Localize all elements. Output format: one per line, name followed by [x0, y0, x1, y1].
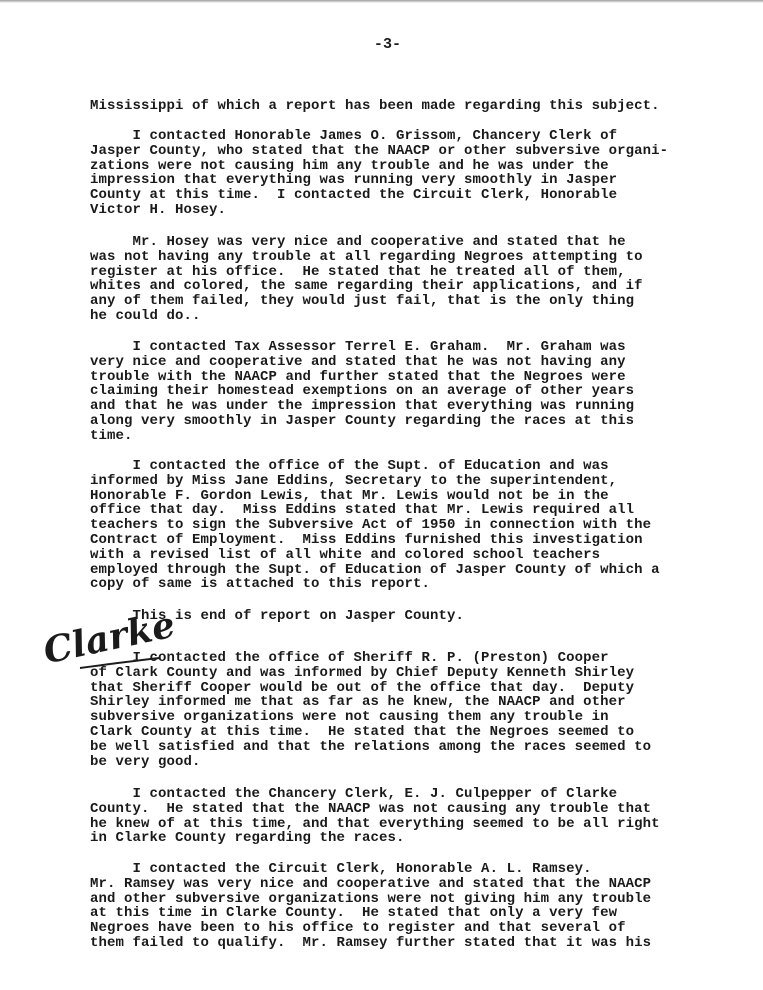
text-line: office that day. Miss Eddins stated that Mr. Lewis required all	[90, 502, 635, 519]
text-line: County. He stated that the NAACP was not causing any trouble that	[90, 800, 652, 817]
paragraph	[90, 862, 710, 951]
text-line: impression that everything was running very smoothly in Jasper	[90, 172, 618, 189]
text-line: at this time in Clarke County. He stated that only a very few	[90, 905, 618, 922]
text-line: This is end of report on Jasper County.	[90, 608, 465, 624]
text-line: that Sheriff Cooper would be out of the office that day. Deputy	[90, 679, 635, 696]
text-line: any of them failed, they would just fail, that is the only thing	[90, 293, 635, 310]
text-line: Mr. Hosey was very nice and cooperative and stated that he	[90, 234, 626, 250]
text-line: I contacted the Chancery Clerk, E. J. Culpepper of Clarke	[90, 786, 618, 802]
text-line: County at this time. I contacted the Circuit Clerk, Honorable	[90, 187, 618, 204]
text-line: he could do..	[90, 307, 201, 324]
text-line: Clark County at this time. He stated that the Negroes seemed to	[90, 723, 635, 740]
text-line: in Clarke County regarding the races.	[90, 830, 405, 847]
text-line: of Clark County and was informed by Chief Deputy Kenneth Shirley	[90, 664, 635, 681]
text-line: Contract of Employment. Miss Eddins furnished this investigation	[90, 531, 643, 548]
paragraph	[90, 609, 710, 624]
paragraph	[90, 459, 710, 592]
handwritten-note	[39, 600, 179, 680]
text-line: and other subversive organizations were not giving him any trouble	[90, 890, 652, 907]
text-line: Jasper County, who stated that the NAACP or other subversive organi-	[90, 142, 669, 159]
text-line: subversive organizations were not causing them any trouble in	[90, 709, 609, 726]
text-line: along very smoothly in Jasper County regarding the races at this	[90, 412, 635, 429]
text-line: copy of same is attached to this report.	[90, 576, 431, 593]
text-line: time.	[90, 427, 133, 444]
text-line: claiming their homestead exemptions on an average of other years	[90, 383, 635, 400]
text-line: with a revised list of all white and colored school teachers	[90, 546, 601, 563]
paragraph	[90, 787, 710, 846]
text-line: whites and colored, the same regarding their applications, and if	[90, 278, 643, 295]
text-line: he knew of at this time, and that everything seemed to be all right	[90, 815, 660, 832]
text-line: very nice and cooperative and stated that he was not having any	[90, 353, 626, 370]
text-line: zations were not causing him any trouble and he was under the	[90, 157, 609, 174]
handwritten-note-text: Clarke	[39, 603, 179, 673]
paragraph	[90, 651, 710, 769]
text-line: Shirley informed me that as far as he knew, the NAACP and other	[90, 694, 626, 711]
page-number: -3-	[373, 36, 402, 53]
text-line: I contacted Honorable James O. Grissom, Chancery Clerk of	[90, 128, 618, 144]
text-line: Negroes have been to his office to register and that several of	[90, 920, 626, 937]
text-line: teachers to sign the Subversive Act of 1950 in connection with the	[90, 517, 652, 534]
scan-edge	[0, 0, 763, 3]
text-line: Mr. Ramsey was very nice and cooperative and stated that the NAACP	[90, 875, 652, 892]
text-line: trouble with the NAACP and further stated that the Negroes were	[90, 368, 626, 385]
text-line: Mississippi of which a report has been made regarding this subject.	[90, 98, 660, 114]
text-line: them failed to qualify. Mr. Ramsey further stated that it was his	[90, 934, 652, 951]
text-line: employed through the Supt. of Education of Jasper County of which a	[90, 561, 660, 578]
text-line: register at his office. He stated that he treated all of them,	[90, 263, 626, 280]
text-line: be very good.	[90, 753, 201, 770]
paragraph	[90, 340, 710, 444]
text-line: and that he was under the impression that everything was running	[90, 398, 635, 415]
paragraph	[90, 99, 710, 114]
text-line: Victor H. Hosey.	[90, 201, 227, 218]
paragraph	[90, 235, 710, 324]
text-line: I contacted the office of the Supt. of Education and was	[90, 458, 609, 474]
text-line: was not having any trouble at all regarding Negroes attempting to	[90, 248, 643, 265]
text-line: I contacted the Circuit Clerk, Honorable A. L. Ramsey.	[90, 861, 592, 877]
text-line: informed by Miss Jane Eddins, Secretary to the superintendent,	[90, 472, 618, 489]
text-line: Honorable F. Gordon Lewis, that Mr. Lewis would not be in the	[90, 487, 609, 504]
text-line: I contacted Tax Assessor Terrel E. Graham. Mr. Graham was	[90, 339, 626, 355]
paragraph	[90, 129, 710, 218]
text-line: I contacted the office of Sheriff R. P. (Preston) Cooper	[90, 650, 609, 666]
text-line: be well satisfied and that the relations among the races seemed to	[90, 738, 652, 755]
